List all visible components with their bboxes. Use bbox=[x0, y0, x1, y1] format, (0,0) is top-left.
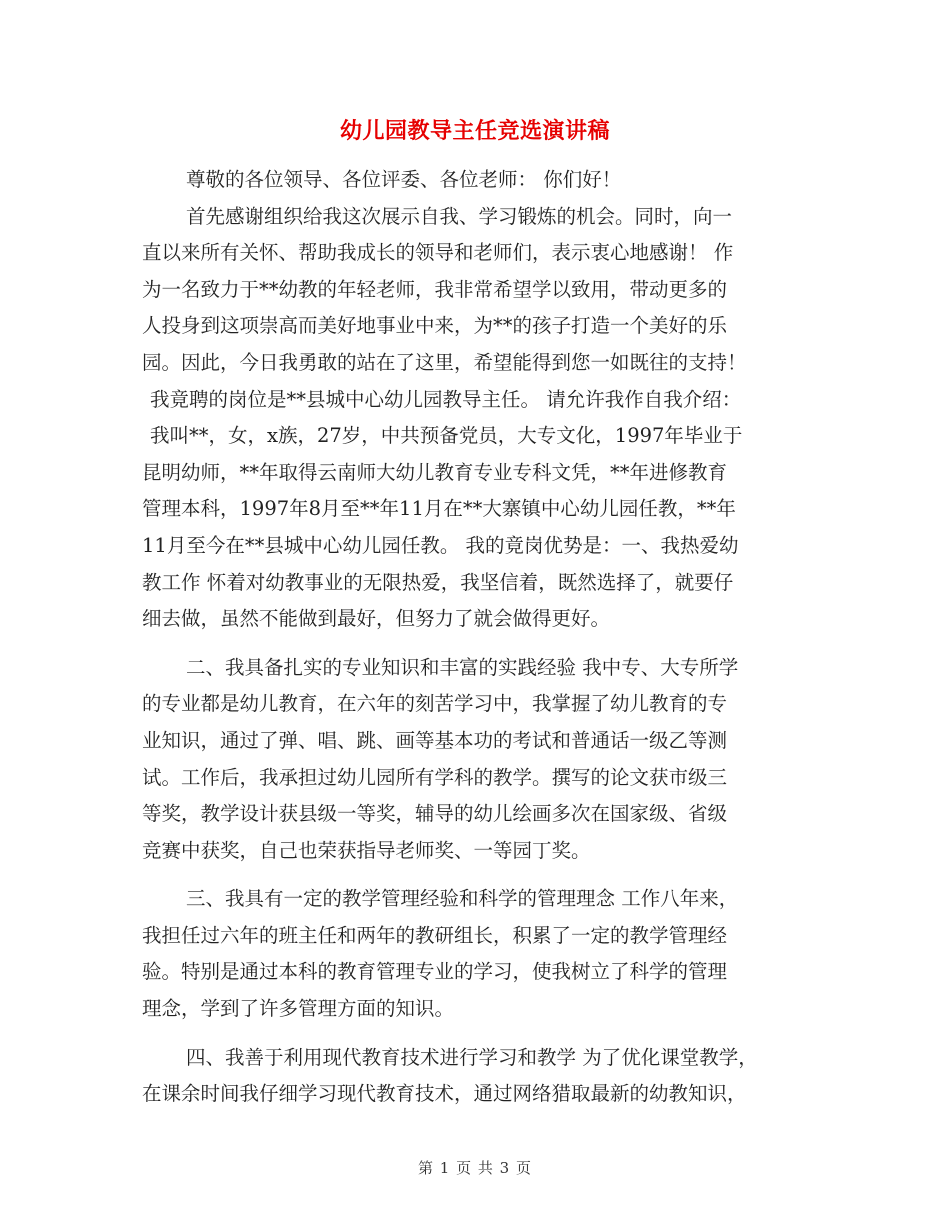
text-line: 我叫**，女，x族，27岁，中共预备党员，大专文化，1997年毕业于 bbox=[150, 424, 743, 448]
text-line: 人投身到这项崇高而美好地事业中来，为**的孩子打造一个美好的乐 bbox=[142, 314, 728, 338]
text-line: 管理本科，1997年8月至**年11月在**大寨镇中心幼儿园任教，**年 bbox=[142, 497, 736, 521]
text-line: 业知识，通过了弹、唱、跳、画等基本功的考试和普通话一级乙等测 bbox=[142, 728, 728, 752]
text-line: 等奖，教学设计获县级一等奖，辅导的幼儿绘画多次在国家级、省级 bbox=[142, 802, 728, 826]
text-line: 昆明幼师，**年取得云南师大幼儿教育专业专科文凭，**年进修教育 bbox=[142, 460, 728, 484]
text-line: 四、我善于利用现代教育技术进行学习和教学 为了优化课堂教学， bbox=[186, 1045, 758, 1069]
text-line: 验。特别是通过本科的教育管理专业的学习，使我树立了科学的管理 bbox=[142, 960, 728, 984]
text-line: 在课余时间我仔细学习现代教育技术，通过网络猎取最新的幼教知识， bbox=[142, 1082, 747, 1106]
document-body bbox=[142, 162, 807, 1113]
document-title: 幼儿园教导主任竞选演讲稿 bbox=[339, 118, 610, 144]
text-line: 二、我具备扎实的专业知识和丰富的实践经验 我中专、大专所学 bbox=[186, 655, 739, 679]
text-line: 我竟聘的岗位是**县城中心幼儿园教导主任。 请允许我作自我介绍： bbox=[150, 387, 742, 411]
text-line: 教工作 怀着对幼教事业的无限热爱，我坚信着，既然选择了，就要仔 bbox=[142, 570, 734, 594]
text-line: 竞赛中获奖，自己也荣获指导老师奖、一等园丁奖。 bbox=[142, 838, 591, 862]
text-line: 试。工作后，我承担过幼儿园所有学科的教学。撰写的论文获市级三 bbox=[142, 765, 728, 789]
text-line: 园。因此，今日我勇敢的站在了这里，希望能得到您一如既往的支持！ bbox=[142, 350, 747, 374]
text-line: 三、我具有一定的教学管理经验和科学的管理理念 工作八年来， bbox=[186, 887, 739, 911]
text-line: 为一名致力于**幼教的年轻老师，我非常希望学以致用，带动更多的 bbox=[142, 277, 728, 301]
text-line: 我担任过六年的班主任和两年的教研组长，积累了一定的教学管理经 bbox=[142, 923, 728, 947]
text-line: 尊敬的各位领导、各位评委、各位老师： 你们好！ bbox=[186, 168, 622, 191]
text-line: 细去做，虽然不能做到最好，但努力了就会做得更好。 bbox=[142, 607, 611, 631]
text-line: 11月至今在**县城中心幼儿园任教。 我的竟岗优势是：一、我热爱幼 bbox=[142, 533, 739, 557]
page-number-footer: 第 1 页 共 3 页 bbox=[418, 1159, 532, 1177]
text-line: 的专业都是幼儿教育，在六年的刻苦学习中，我掌握了幼儿教育的专 bbox=[142, 692, 728, 716]
text-line: 首先感谢组织给我这次展示自我、学习锻炼的机会。同时，向一 bbox=[186, 204, 733, 228]
text-line: 理念，学到了许多管理方面的知识。 bbox=[142, 997, 455, 1021]
text-line: 直以来所有关怀、帮助我成长的领导和老师们，表示衷心地感谢！ 作 bbox=[142, 241, 734, 265]
